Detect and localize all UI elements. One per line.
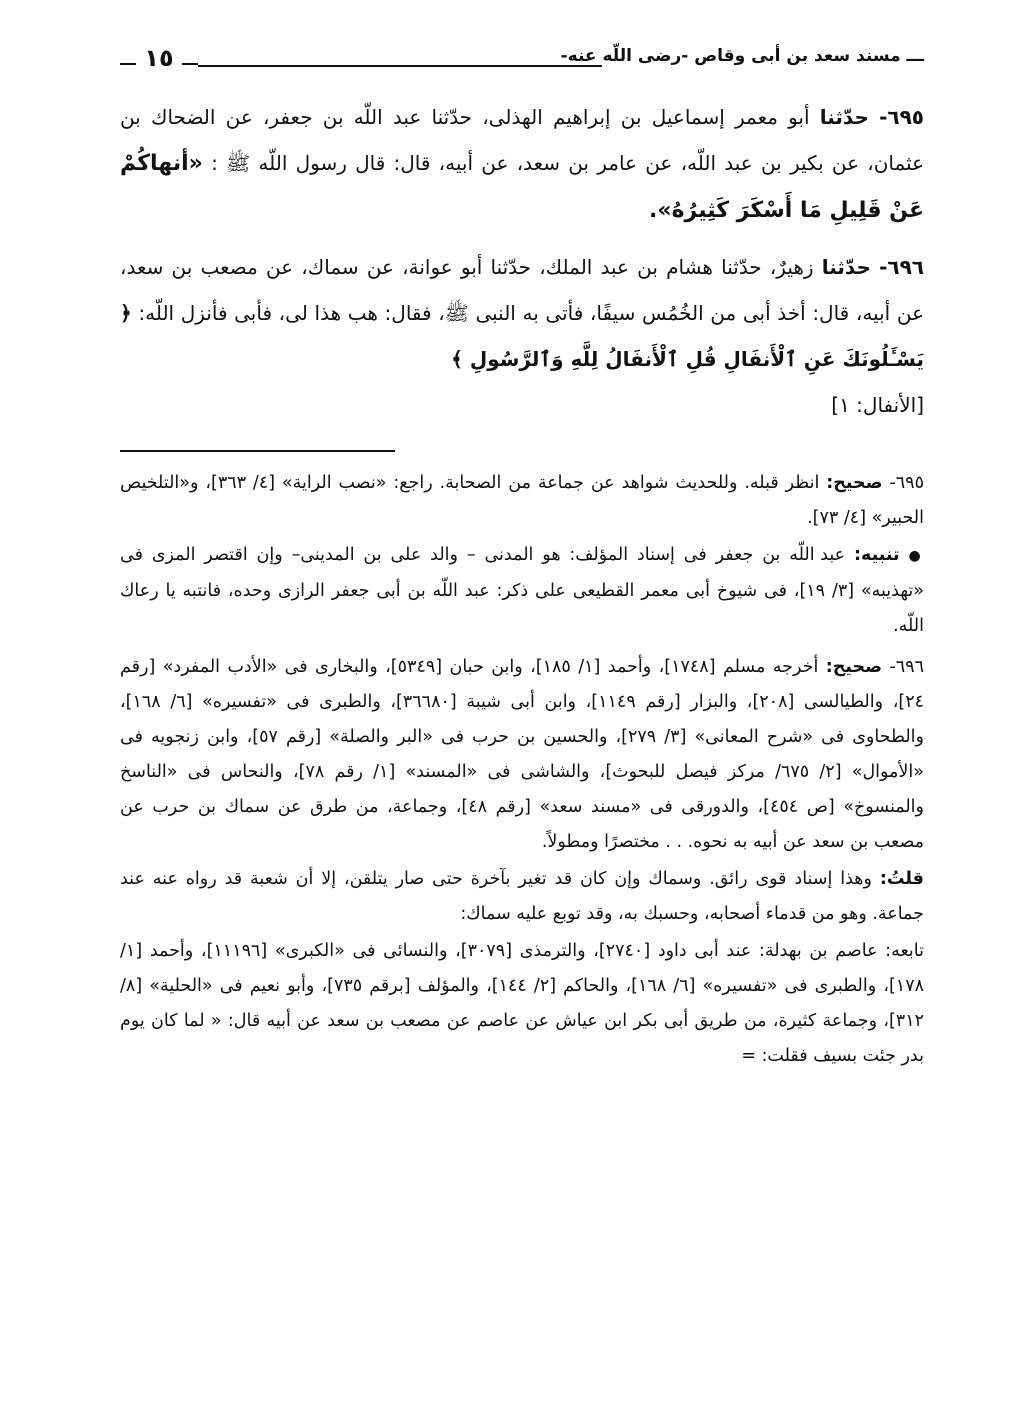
hadith-number: ٦٩٥-: [879, 105, 924, 129]
qultu-text: وهذا إسناد قوى رائق. وسماك وإن كان قد تغير بآخرة حتى صار يتلقن، إلا أن شعبة قد رواه عنه عند جماعة. وهو من قدماء أصحابه، وحسبك به، وقد توبع عليه سماك:: [120, 869, 924, 924]
tabaahu-text: تابعه: عاصم بن بهدلة: عند أبى داود [٢٧٤٠]، والترمذى [٣٠٧٩]، والنسائى فى «الكبرى» [١١١٩٦]، وأحمد [١/ ١٧٨]، والطبرى فى «تفسيره» [٦/ ١٦٨]، والحاكم [٢/ ١٤٤]، والمؤلف [برقم ٧٣٥]، وأبو نعيم فى «الحلية» [٨/ ٣١٢]، وجماعة كثيرة، من طريق أبى بكر ابن عياش عن عاصم عن مصعب بن سعد عن أبيه قال: « لما كان يوم بدر جئت بسيف فقلت: =: [120, 941, 924, 1066]
hadith-lead: حدّثنا: [821, 255, 871, 279]
hadith-text: أبو معمر إسماعيل بن إبراهيم الهذلى، حدّثنا عبد اللّه بن جعفر، عن الضحاك بن عثمان، عن بكير بن عبد اللّه، عن عامر بن سعد، عن أبيه، قال: قال رسول اللّه ﷺ :: [120, 105, 925, 175]
tanbih-text: عبد اللّه بن جعفر فى إسناد المؤلف: هو المدنى – والد على بن المدينى– وإن اقتصر المزى فى «تهذيبه» [٣/ ١٩]، فى شيوخ أبى معمر القطيعى على ذكر: عبد اللّه بن أبى جعفر الرازى وحده، فانتبه يا رعاك اللّه.: [120, 545, 924, 636]
hadith-lead: حدّثنا: [819, 105, 869, 129]
grading-label: صحيح:: [825, 657, 883, 677]
page-number: ١٥: [120, 44, 198, 72]
footnote-695: [120, 466, 924, 536]
footnotes: [120, 466, 924, 1074]
footnote-divider: [120, 450, 395, 452]
grading-label: صحيح:: [826, 473, 883, 493]
running-title: ـــ مسند سعد بن أبى وقاص -رضى اللّه عنه-: [560, 46, 924, 66]
prophetic-quote: «أنهاكُمْ عَنْ قَلِيلِ مَا أَسْكَرَ كَثِيرُهُ».: [120, 151, 924, 223]
page-header: [120, 40, 924, 80]
book-page: [120, 40, 924, 1076]
tanbih-note: [120, 538, 924, 644]
footnote-text: انظر قبله. وللحديث شواهد عن جماعة من الصحابة. راجع: «نصب الراية» [٤/ ٣٦٣]، و«التلخيص الحبير» [٤/ ٧٣].: [120, 473, 924, 528]
qultu-label: قلتُ:: [879, 869, 924, 889]
footnote-696: [120, 650, 924, 860]
footnote-text: أخرجه مسلم [١٧٤٨]، وأحمد [١/ ١٨٥]، وابن حبان [٥٣٤٩]، والبخارى فى «الأدب المفرد» [رقم ٢٤]، والطيالسى [٢٠٨]، والبزار [رقم ١١٤٩]، وابن أبى شيبة [٣٦٦٨٠]، والطبرى فى «تفسيره» [٦/ ١٦٨]، والطحاوى فى «شرح المعانى» [٣/ ٢٧٩]، والحسين بن حرب فى «البر والصلة» [رقم ٥٧]، وابن زنجويه فى «الأموال» [٢/ ٦٧٥/ مركز فيصل للبحوث]، والشاشى فى «المسند» [١/ رقم ٧٨]، والنحاس فى «الناسخ والمنسوخ» [ص ٤٥٤]، والدورقى فى «مسند سعد» [رقم ٤٨]، وجماعة، من طرق عن سماك بن حرب عن مصعب بن سعد عن أبيه به نحوه. . . مختصرًا ومطولاً.: [120, 657, 924, 852]
header-rule: [198, 65, 602, 67]
bullet-icon: ●: [908, 548, 924, 564]
quran-verse: ﴿ يَسْـَٔلُونَكَ عَنِ ٱلْأَنفَالِ قُلِ ٱلْأَنفَالُ لِلَّهِ وَٱلرَّسُولِ ﴾: [120, 301, 924, 371]
hadith-695: [120, 94, 924, 234]
footnote-number: ٦٩٥-: [889, 473, 924, 493]
footnote-number: ٦٩٦-: [889, 657, 924, 677]
hadith-text: زهيرٌ، حدّثنا هشام بن عبد الملك، حدّثنا أبو عوانة، عن سماك، عن مصعب بن سعد، عن أبيه، قال: أخذ أبى من الخُمُس سيفًا، فأتى به النبى ﷺ، فقال: هب هذا لى، فأبى فأنزل اللّه:: [120, 255, 924, 325]
verse-reference: [الأنفال: ١]: [831, 393, 924, 417]
tabaahu-note: [120, 934, 924, 1074]
hadith-number: ٦٩٦-: [879, 255, 925, 279]
hadith-696: [120, 244, 924, 428]
qultu-note: [120, 862, 924, 932]
tanbih-label: تنبيه:: [853, 545, 900, 565]
